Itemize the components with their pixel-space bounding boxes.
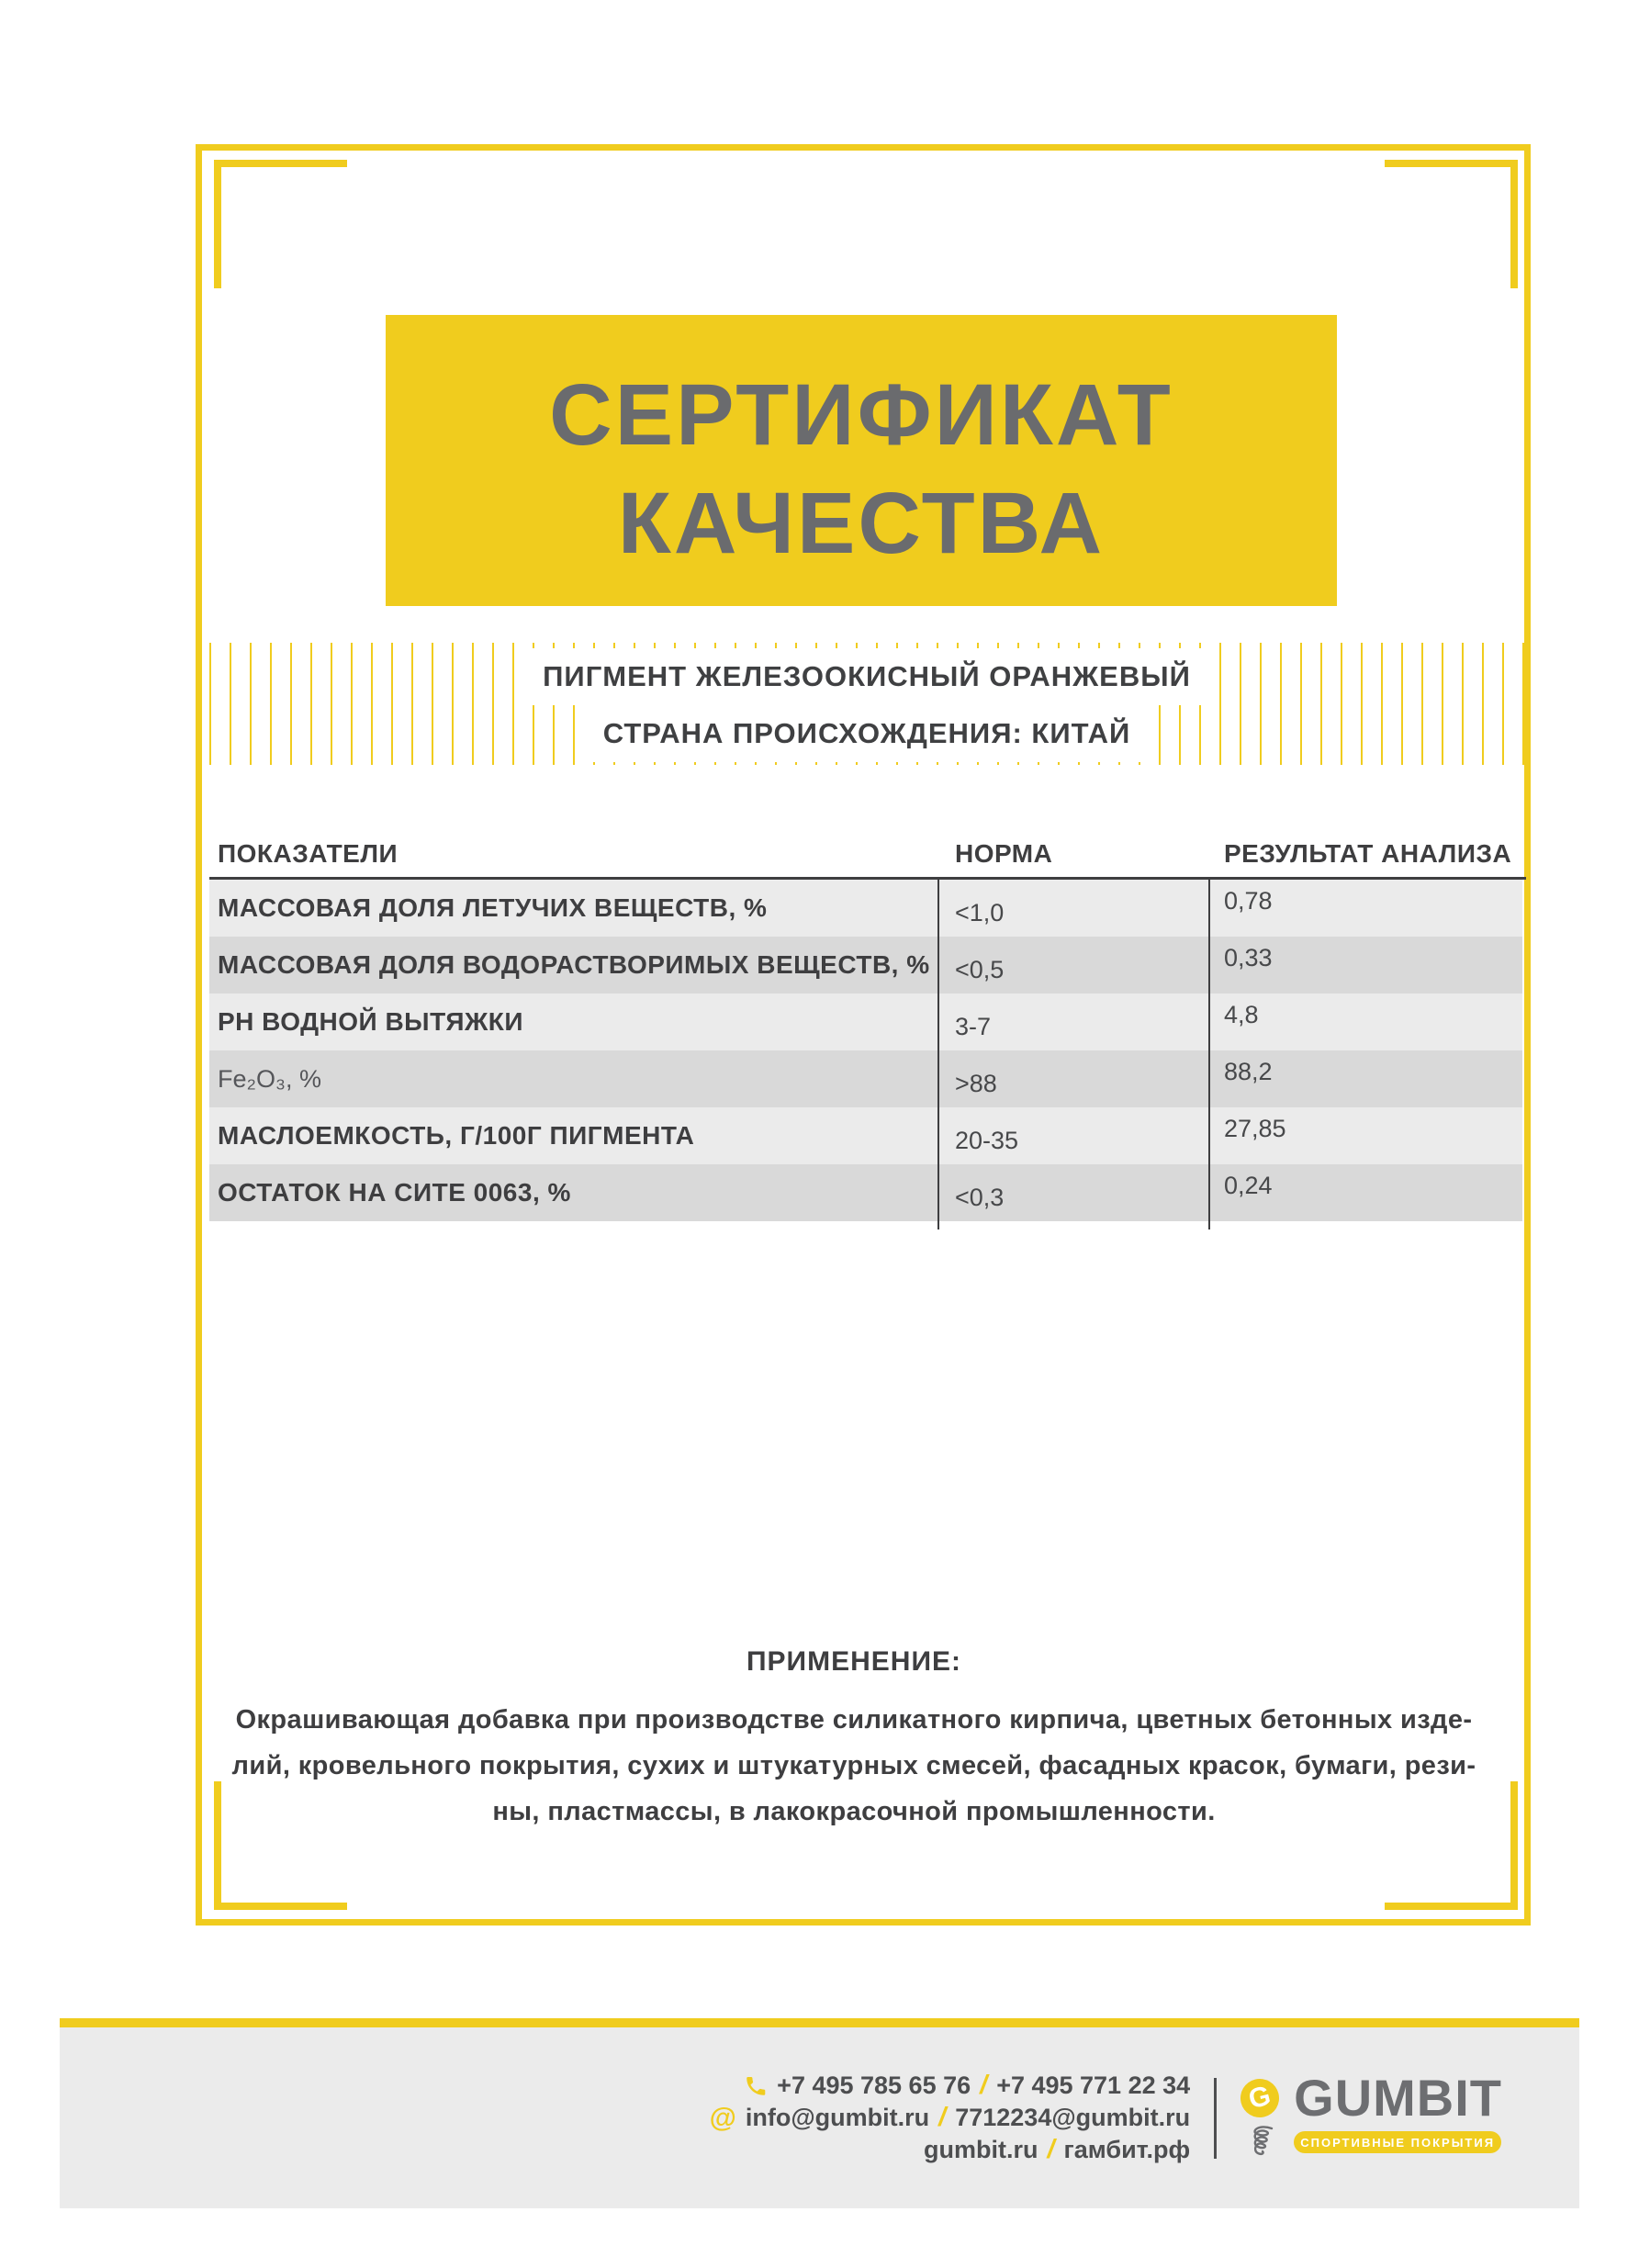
contact-block — [710, 2071, 1191, 2165]
indicator-cell: МАССОВАЯ ДОЛЯ ЛЕТУЧИХ ВЕЩЕСТВ, % — [218, 893, 768, 922]
contacts-logo-divider — [1214, 2078, 1217, 2159]
norm-cell: <0,5 — [955, 955, 1005, 983]
product-name: ПИГМЕНТ ЖЕЛЕЗООКИСНЫЙ ОРАНЖЕВЫЙ — [519, 648, 1215, 705]
website-ru[interactable]: gumbit.ru — [923, 2136, 1038, 2163]
indicator-cell: МАССОВАЯ ДОЛЯ ВОДОРАСТВОРИМЫХ ВЕЩЕСТВ, % — [218, 950, 930, 979]
application-section — [211, 1644, 1497, 1835]
table-row — [209, 1164, 1522, 1221]
phone-icon — [744, 2074, 768, 2098]
table-row — [209, 937, 1522, 994]
email-1[interactable]: info@gumbit.ru — [745, 2104, 930, 2131]
column-separator — [1208, 877, 1210, 1229]
norm-cell: 20-35 — [955, 1126, 1019, 1154]
result-cell: 0,33 — [1224, 943, 1273, 971]
application-line: лий, кровельного покрытия, сухих и штукатурных смесей, фасадных красок, бумаги, рези- — [231, 1751, 1476, 1780]
indicator-cell: МАСЛОЕМКОСТЬ, Г/100Г ПИГМЕНТА — [218, 1121, 695, 1150]
result-cell: 4,8 — [1224, 1000, 1259, 1028]
header-analysis-result: РЕЗУЛЬТАТ АНАЛИЗА — [1224, 839, 1512, 868]
norm-cell: <1,0 — [955, 898, 1005, 926]
table-row — [209, 1107, 1522, 1164]
header-norm: НОРМА — [955, 839, 1053, 868]
footer-body — [60, 2027, 1579, 2208]
application-line: Окрашивающая добавка при производстве силикатного кирпича, цветных бетонных изде- — [235, 1705, 1473, 1735]
spring-icon — [1240, 2125, 1283, 2160]
certificate-title-line1: СЕРТИФИКАТ — [549, 366, 1173, 464]
header-indicators: ПОКАЗАТЕЛИ — [218, 839, 399, 868]
result-cell: 88,2 — [1224, 1057, 1273, 1085]
at-icon: @ — [709, 2103, 736, 2133]
table-row — [209, 1050, 1522, 1107]
website-row — [924, 2135, 1190, 2165]
norm-cell: >88 — [955, 1069, 997, 1097]
slash-separator: / — [980, 2071, 988, 2100]
website-rf[interactable]: гамбит.рф — [1063, 2136, 1191, 2163]
footer-accent-bar — [60, 2018, 1579, 2027]
table-body — [209, 880, 1522, 1221]
slash-separator: / — [1047, 2135, 1055, 2164]
norm-cell: <0,3 — [955, 1183, 1005, 1211]
result-cell: 27,85 — [1224, 1114, 1286, 1142]
logo-tagline-pill: СПОРТИВНЫЕ ПОКРЫТИЯ — [1294, 2131, 1501, 2153]
indicator-cell: Fe₂O₃, % — [218, 1064, 321, 1093]
slash-separator: / — [938, 2103, 947, 2132]
table-row — [209, 994, 1522, 1050]
indicator-cell: РН ВОДНОЙ ВЫТЯЖКИ — [218, 1007, 523, 1036]
certificate-title-line2: КАЧЕСТВА — [617, 475, 1106, 572]
title-banner — [386, 315, 1337, 606]
country-of-origin: СТРАНА ПРОИСХОЖДЕНИЯ: КИТАЙ — [579, 705, 1155, 762]
logo-g-icon: G — [1237, 2074, 1284, 2121]
logo-wordmark: GUMBIT — [1294, 2068, 1502, 2127]
table-header-row — [209, 831, 1522, 877]
indicator-cell: ОСТАТОК НА СИТЕ 0063, % — [218, 1178, 571, 1207]
application-title: ПРИМЕНЕНИЕ: — [746, 1646, 962, 1677]
footer — [60, 2018, 1579, 2208]
email-2[interactable]: 7712234@gumbit.ru — [955, 2104, 1191, 2131]
phone-number-2: +7 495 771 22 34 — [996, 2072, 1191, 2099]
application-line: ны, пластмассы, в лакокрасочной промышленности. — [492, 1797, 1216, 1826]
quality-table — [209, 831, 1522, 1221]
result-cell: 0,24 — [1224, 1171, 1273, 1199]
column-separator — [937, 877, 939, 1229]
phone-row — [744, 2071, 1190, 2101]
email-row — [710, 2103, 1191, 2133]
norm-cell: 3-7 — [955, 1012, 992, 1040]
result-cell: 0,78 — [1224, 886, 1273, 915]
subtitle-band — [209, 643, 1524, 765]
gumbit-logo — [1240, 2068, 1502, 2160]
table-row — [209, 880, 1522, 937]
phone-number-1: +7 495 785 65 76 — [777, 2072, 971, 2099]
